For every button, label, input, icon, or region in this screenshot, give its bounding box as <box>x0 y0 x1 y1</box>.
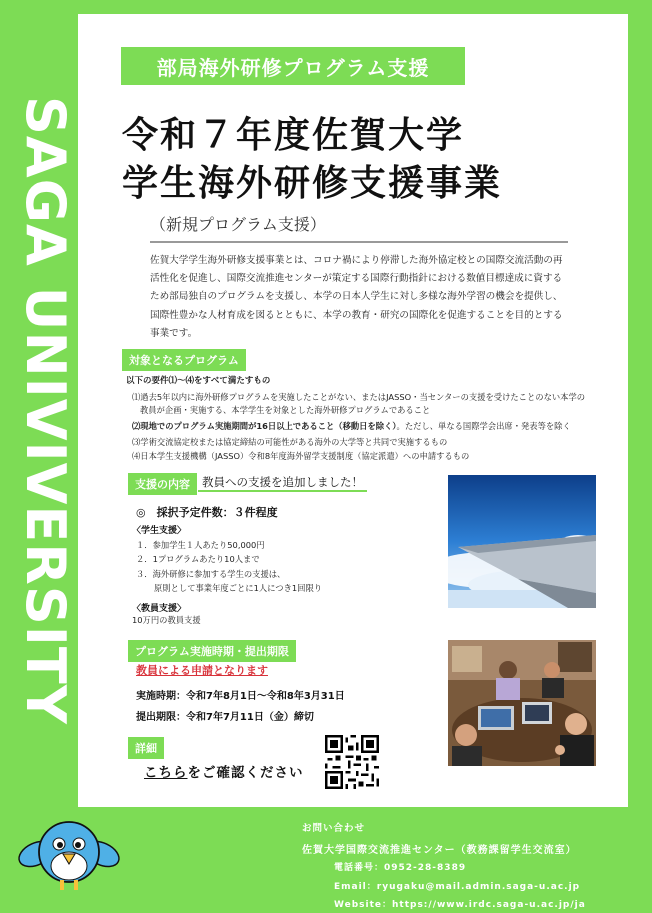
airplane-wing-photo <box>448 475 596 608</box>
section-detail-label: 詳細 <box>128 737 164 759</box>
student-support-2: ２．1プログラムあたり10人まで <box>136 554 260 564</box>
contact-telephone: 電話番号：0952-28-8389 <box>334 863 467 873</box>
program-badge: 部局海外研修プログラム支援 <box>121 47 465 85</box>
page-title <box>122 112 592 208</box>
detail-link[interactable]: こちら <box>144 765 188 781</box>
requirement-3: ⑶学術交流協定校または協定締結の可能性がある海外の大学等と共同で実施するもの <box>132 437 448 447</box>
submission-deadline: 提出期限：令和7年7月11日（金）締切 <box>136 712 314 723</box>
target-heading: 以下の要件⑴〜⑷をすべて満たすもの <box>126 376 271 386</box>
support-highlight: 教員への支援を追加しました！ <box>198 474 367 492</box>
students-photo <box>448 640 596 766</box>
divider <box>150 241 568 243</box>
bird-mascot-icon <box>14 814 124 896</box>
requirement-4: ⑷日本学生支援機構（JASSO）令和8年度海外留学支援制度（協定派遣）への申請するもの <box>132 451 470 461</box>
qr-code[interactable] <box>325 735 379 789</box>
section-period-label: プログラム実施時期・提出期限 <box>128 640 296 662</box>
section-support-label: 支援の内容 <box>128 473 197 495</box>
intro-paragraph: 佐賀大学学生海外研修支援事業とは、コロナ禍により停滞した海外協定校との国際交流活動の再活性化を促進し、国際交流推進センターが策定する国際行動指針における数値目標達成に資するため部局独自のプログラムを支援し、本学の日本人学生に対し多様な海外学習の機会を提供し、国際性豊かな人材育成を図るとともに、本学の教育・研究の国際化を促進することを目的とする事業です。 <box>150 255 563 339</box>
contact-heading: お問い合わせ <box>302 823 366 834</box>
teacher-support-1: 10万円の教員支援 <box>132 615 201 625</box>
student-support-3: ３．海外研修に参加する学生の支援は、 <box>136 569 286 579</box>
teacher-support-heading: 〈教員支援〉 <box>132 604 187 614</box>
student-support-1: １．参加学生１人あたり50,000円 <box>136 540 265 550</box>
apply-note: 教員による申請となります <box>136 664 268 677</box>
requirement-1b: 教員が企画・実施する、本学学生を対象とした海外研修プログラムであること <box>140 405 431 415</box>
title-line-2: 学生海外研修支援事業 <box>122 163 503 204</box>
page-subtitle: （新規プログラム支援） <box>150 215 326 234</box>
contact-organization: 佐賀大学国際交流推進センター（教務課留学生交流室） <box>302 845 577 856</box>
requirement-1a: ⑴過去5年以内に海外研修プログラムを実施したことがない、またはJASSO・当センターの支援を受けたことのない本学の <box>132 392 586 402</box>
contact-email[interactable]: Email：ryugaku@mail.admin.saga-u.ac.jp <box>334 882 581 892</box>
implementation-period: 実施時期：令和7年8月1日〜令和8年3月31日 <box>136 691 345 702</box>
student-support-heading: 〈学生支援〉 <box>132 526 187 536</box>
contact-website[interactable]: Website：https://www.irdc.saga-u.ac.jp/ja <box>334 900 586 910</box>
requirement-2: ⑵現地でのプログラム実施期間が16日以上であること（移動日を除く）。ただし、単なる国際学会出席・発表等を除く <box>132 421 571 431</box>
adoption-count: ◎ 採択予定件数：３件程度 <box>136 506 278 519</box>
student-support-3b: 原則として事業年度ごとに1人につき1回限り <box>154 583 323 593</box>
detail-text: こちらをご確認ください <box>144 765 304 781</box>
vertical-university-name: SAGA UNIVIVERSITY <box>14 95 77 725</box>
title-line-1: 令和７年度佐賀大学 <box>122 115 465 156</box>
section-target-label: 対象となるプログラム <box>122 349 246 371</box>
